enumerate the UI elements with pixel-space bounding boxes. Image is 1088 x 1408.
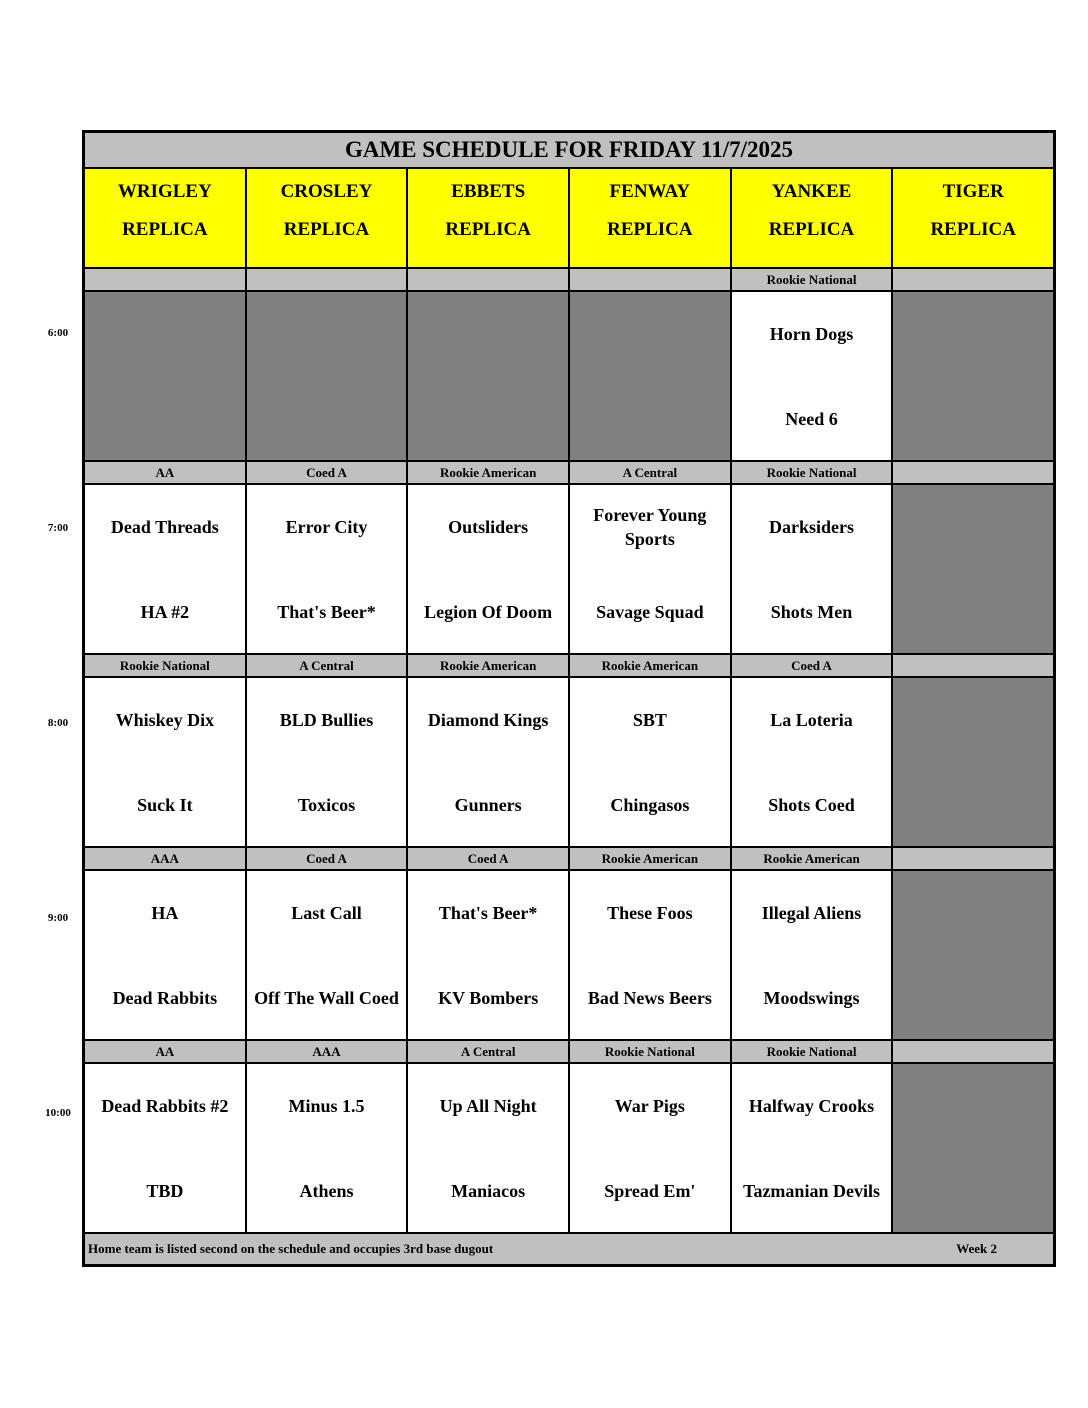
game-cell [85, 678, 247, 846]
away-team: Outsliders [448, 517, 529, 537]
game-cell [247, 1064, 409, 1232]
field-header-row [85, 169, 1053, 269]
division-label: Rookie National [732, 269, 894, 290]
game-cell [570, 871, 732, 1039]
home-team: HA #2 [140, 602, 190, 622]
home-team: Gunners [454, 795, 522, 815]
away-team: Forever Young Sports [593, 505, 707, 549]
away-team: La Loteria [770, 710, 853, 730]
away-team: HA [151, 903, 179, 923]
division-label: Rookie National [732, 462, 894, 483]
division-label: Rookie American [570, 655, 732, 676]
division-row [85, 269, 1053, 292]
empty-slot [408, 292, 570, 460]
field-header-ebbets [408, 169, 570, 267]
division-label: AAA [247, 1041, 409, 1062]
division-row [85, 462, 1053, 485]
away-team: BLD Bullies [279, 710, 374, 730]
away-team: These Foos [607, 903, 693, 923]
division-label [893, 1041, 1053, 1062]
home-team: Savage Squad [596, 602, 704, 622]
away-team: War Pigs [614, 1096, 685, 1116]
field-type: REPLICA [445, 219, 531, 240]
away-team: That's Beer* [438, 903, 538, 923]
division-row [85, 848, 1053, 871]
division-label: Rookie American [408, 462, 570, 483]
home-team: Athens [299, 1181, 354, 1201]
empty-slot [893, 485, 1053, 653]
home-team: Moodswings [763, 988, 860, 1008]
game-row [85, 678, 1053, 848]
field-type: REPLICA [930, 219, 1016, 240]
empty-slot [893, 678, 1053, 846]
division-label: Coed A [247, 462, 409, 483]
home-team: Shots Men [770, 602, 853, 622]
field-name: CROSLEY [280, 181, 373, 202]
away-team: Last Call [291, 903, 362, 923]
division-label [85, 269, 247, 290]
division-label [893, 269, 1053, 290]
game-cell [85, 871, 247, 1039]
game-cell [732, 485, 894, 653]
game-row [85, 1064, 1053, 1234]
game-cell [732, 292, 894, 460]
away-team: Halfway Crooks [748, 1096, 875, 1116]
game-row [85, 292, 1053, 462]
away-team: Darksiders [769, 517, 855, 537]
division-label: Coed A [247, 848, 409, 869]
field-type: REPLICA [768, 219, 855, 240]
division-label: Coed A [408, 848, 570, 869]
game-row [85, 871, 1053, 1041]
game-cell [247, 871, 409, 1039]
game-cell [85, 485, 247, 653]
away-team: Up All Night [439, 1096, 537, 1116]
field-header-tiger [893, 169, 1053, 267]
home-team: Spread Em' [604, 1181, 696, 1201]
home-team: KV Bombers [438, 988, 539, 1008]
division-label: Rookie American [408, 655, 570, 676]
game-cell [570, 678, 732, 846]
home-team: TBD [146, 1181, 184, 1201]
empty-slot [570, 292, 732, 460]
game-cell [247, 678, 409, 846]
home-team: Off The Wall Coed [254, 988, 399, 1008]
field-header-crosley [247, 169, 409, 267]
empty-slot [85, 292, 247, 460]
time-label: 8:00 [47, 717, 69, 729]
away-team: Dead Rabbits #2 [101, 1096, 229, 1116]
schedule-table [82, 130, 1056, 1267]
away-team: Whiskey Dix [115, 710, 215, 730]
home-team: That's Beer* [277, 602, 376, 622]
home-team: Need 6 [785, 409, 838, 429]
game-cell [570, 1064, 732, 1232]
division-label: Rookie American [570, 848, 732, 869]
game-cell [732, 871, 894, 1039]
division-label [893, 848, 1053, 869]
division-label: Rookie American [732, 848, 894, 869]
away-team: Illegal Aliens [761, 903, 862, 923]
division-label [893, 462, 1053, 483]
time-slots [85, 269, 1053, 1234]
division-label: Rookie National [570, 1041, 732, 1062]
game-cell [408, 1064, 570, 1232]
game-cell [408, 485, 570, 653]
time-label: 6:00 [47, 327, 69, 339]
home-team: Shots Coed [768, 795, 855, 815]
division-label: Rookie National [732, 1041, 894, 1062]
away-team: Dead Threads [110, 517, 219, 537]
division-label: A Central [570, 462, 732, 483]
away-team: Diamond Kings [427, 710, 549, 730]
field-header-fenway [570, 169, 732, 267]
away-team: Horn Dogs [769, 324, 854, 344]
game-cell [247, 485, 409, 653]
away-team: Error City [285, 517, 368, 537]
field-type: REPLICA [607, 219, 693, 240]
game-cell [408, 678, 570, 846]
division-label: AA [85, 462, 247, 483]
game-cell [732, 678, 894, 846]
home-team: Suck It [137, 795, 193, 815]
schedule-footer [85, 1234, 1053, 1264]
division-label: A Central [408, 1041, 570, 1062]
empty-slot [247, 292, 409, 460]
home-team: Toxicos [297, 795, 356, 815]
game-cell [85, 1064, 247, 1232]
time-label: 10:00 [45, 1107, 71, 1119]
week-label: Week 2 [956, 1241, 997, 1256]
time-label: 9:00 [47, 912, 69, 924]
field-name: YANKEE [771, 181, 852, 202]
field-name: TIGER [942, 181, 1004, 202]
division-label [408, 269, 570, 290]
home-team: Tazmanian Devils [743, 1181, 880, 1201]
empty-slot [893, 1064, 1053, 1232]
game-row [85, 485, 1053, 655]
away-team: SBT [632, 710, 667, 730]
home-team: Bad News Beers [587, 988, 712, 1008]
home-team-note: Home team is listed second on the schedule and occupies 3rd base dugout [88, 1241, 494, 1256]
game-cell [732, 1064, 894, 1232]
away-team: Minus 1.5 [288, 1096, 365, 1116]
division-label: Rookie National [85, 655, 247, 676]
field-type: REPLICA [283, 219, 370, 240]
schedule-title: GAME SCHEDULE FOR FRIDAY 11/7/2025 [85, 133, 1053, 169]
division-label: AA [85, 1041, 247, 1062]
game-cell [570, 485, 732, 653]
division-row [85, 655, 1053, 678]
empty-slot [893, 871, 1053, 1039]
division-label [893, 655, 1053, 676]
field-header-yankee [732, 169, 894, 267]
field-name: EBBETS [451, 181, 526, 202]
field-type: REPLICA [122, 219, 208, 240]
division-label: AAA [85, 848, 247, 869]
division-row [85, 1041, 1053, 1064]
home-team: Dead Rabbits [112, 988, 218, 1008]
field-name: FENWAY [609, 181, 691, 202]
time-label: 7:00 [47, 522, 69, 534]
empty-slot [893, 292, 1053, 460]
division-label: A Central [247, 655, 409, 676]
game-cell [408, 871, 570, 1039]
division-label: Coed A [732, 655, 894, 676]
field-header-wrigley [85, 169, 247, 267]
division-label [570, 269, 732, 290]
home-team: Legion Of Doom [424, 602, 553, 622]
home-team: Chingasos [610, 795, 690, 815]
field-name: WRIGLEY [117, 181, 212, 202]
division-label [247, 269, 409, 290]
home-team: Maniacos [451, 1181, 526, 1201]
